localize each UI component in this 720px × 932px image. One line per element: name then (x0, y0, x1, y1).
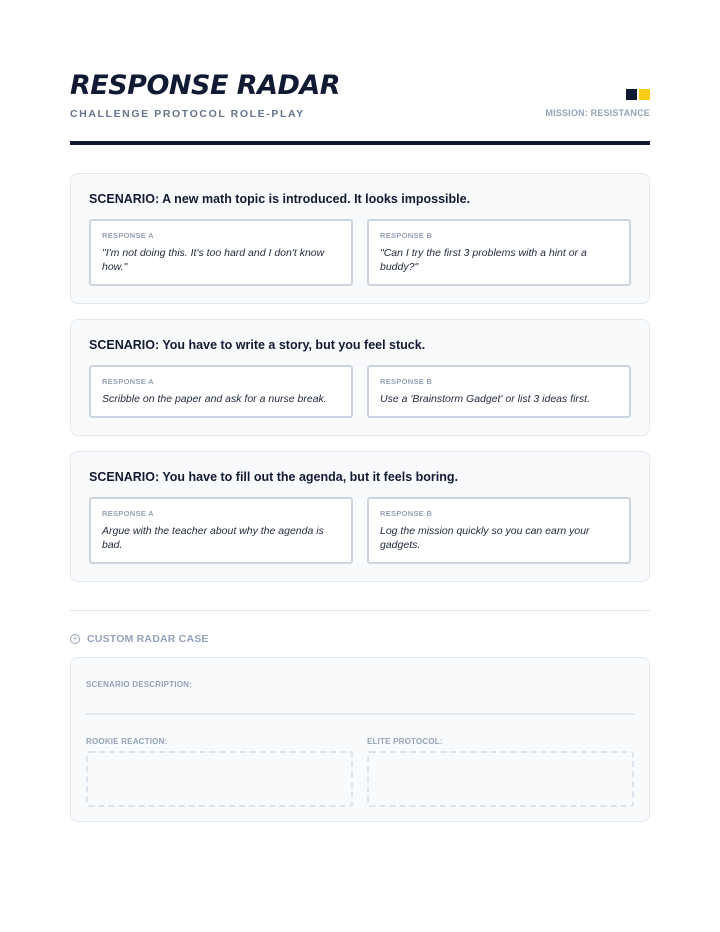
page-header (70, 70, 650, 120)
scenario-card (70, 451, 650, 582)
response-a-card (89, 219, 353, 286)
response-b-label: RESPONSE B (380, 231, 433, 240)
elite-protocol-field[interactable] (367, 751, 634, 807)
scenario-title: SCENARIO: You have to write a story, but you feel stuck. (89, 338, 426, 352)
custom-case-header (70, 633, 209, 645)
scenario-title: SCENARIO: You have to fill out the agenda, but it feels boring. (89, 470, 459, 484)
header-rule (70, 141, 650, 145)
response-b-card (367, 497, 631, 564)
response-b-card (367, 219, 631, 286)
section-divider (70, 610, 650, 611)
response-a-text: "I'm not doing this. It's too hard and I don't know how." (102, 247, 325, 273)
response-b-text: "Can I try the first 3 problems with a hint or a buddy?" (380, 247, 587, 273)
response-b-label: RESPONSE B (380, 509, 433, 518)
custom-case-heading: CUSTOM RADAR CASE (87, 633, 209, 645)
page-subtitle: CHALLENGE PROTOCOL ROLE-PLAY (70, 108, 305, 120)
response-b-text: Use a 'Brainstorm Gadget' or list 3 ideas first. (380, 393, 591, 405)
response-a-card (89, 365, 353, 418)
response-row (89, 497, 631, 564)
scenario-description-label: SCENARIO DESCRIPTION: (86, 680, 192, 689)
response-b-label: RESPONSE B (380, 377, 433, 386)
brand-squares (626, 89, 650, 100)
response-row (89, 365, 631, 418)
rookie-reaction-label: ROOKIE REACTION: (86, 737, 168, 746)
response-b-text: Log the mission quickly so you can earn your gadgets. (380, 525, 590, 551)
yellow-square-icon (639, 89, 650, 100)
scenario-card (70, 173, 650, 304)
page-title: RESPONSE RADAR (70, 70, 341, 101)
response-a-text: Argue with the teacher about why the agenda is bad. (102, 525, 324, 551)
elite-protocol-label: ELITE PROTOCOL: (367, 737, 443, 746)
mission-tag: MISSION: RESISTANCE (545, 108, 650, 118)
response-a-label: RESPONSE A (102, 231, 154, 240)
scenario-list (70, 173, 650, 597)
response-b-card (367, 365, 631, 418)
response-a-label: RESPONSE A (102, 377, 154, 386)
rookie-reaction-field[interactable] (86, 751, 353, 807)
scenario-title: SCENARIO: A new math topic is introduced. It looks impossible. (89, 192, 471, 206)
response-a-text: Scribble on the paper and ask for a nurse break. (102, 393, 327, 405)
response-row (89, 219, 631, 286)
navy-square-icon (626, 89, 637, 100)
custom-case-card (70, 657, 650, 822)
plus-circle-icon: + (70, 634, 80, 644)
response-a-card (89, 497, 353, 564)
scenario-description-field[interactable] (86, 713, 635, 715)
scenario-card (70, 319, 650, 436)
response-a-label: RESPONSE A (102, 509, 154, 518)
